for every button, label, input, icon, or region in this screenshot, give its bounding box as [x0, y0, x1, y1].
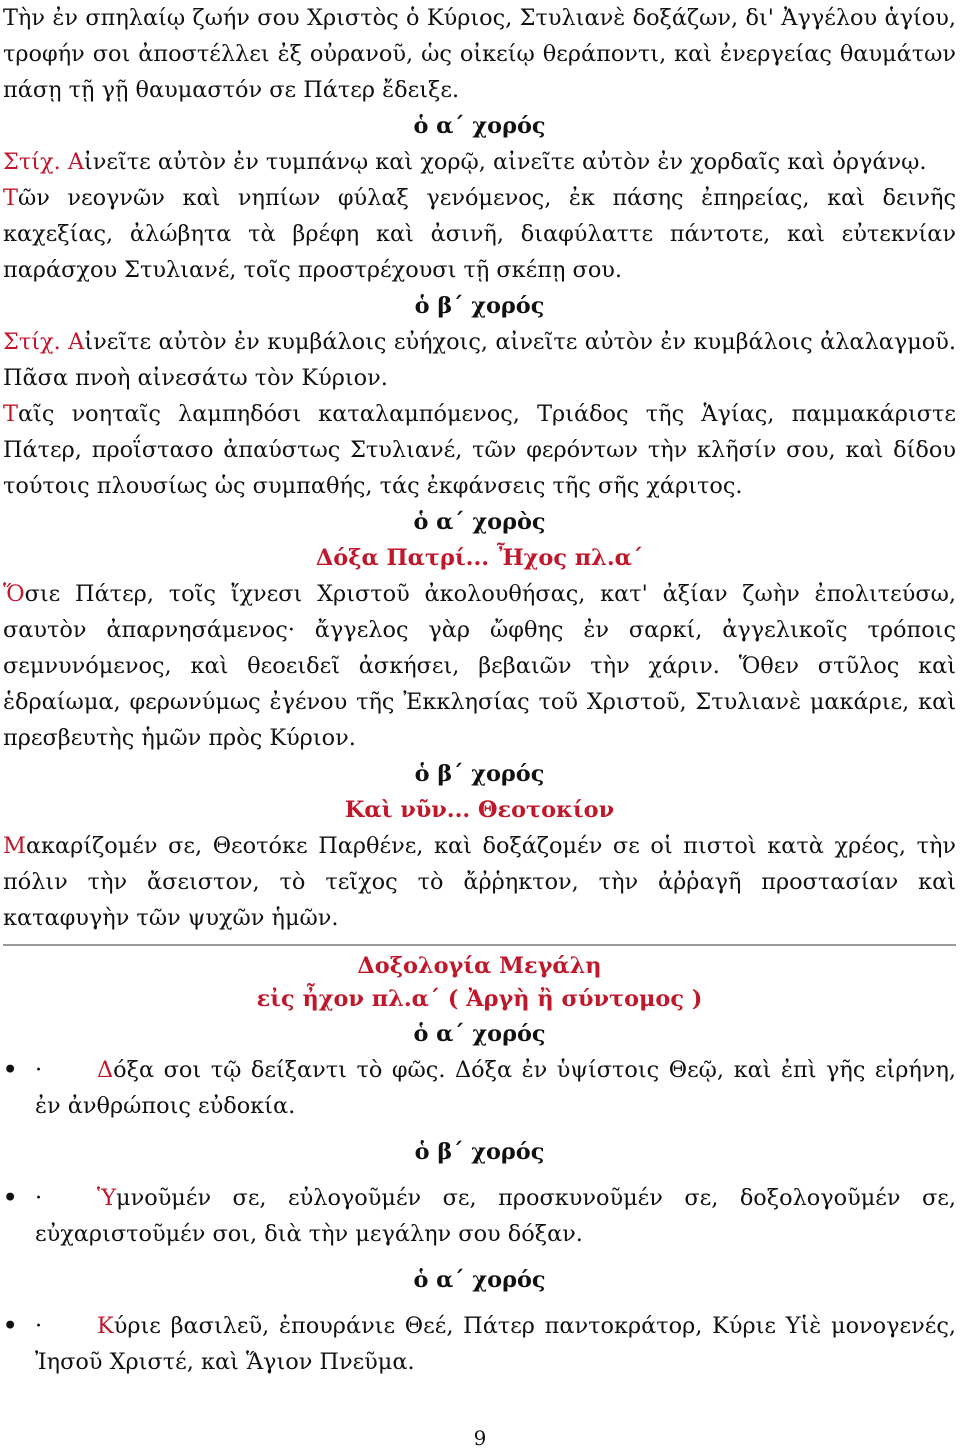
paragraph-text: ακαρίζομέν σε, Θεοτόκε Παρθένε, καὶ δοξάζομέν σε οἱ πιστοὶ κατὰ χρέος, τὴν πόλιν τὴν ἄσειστον, τὸ τεῖχος τὸ ἄῤῥηκτον, τὴν ἀῤῥαγῆ προστασίαν καὶ καταφυγὴν τῶν ψυχῶν ἡμῶν. — [3, 833, 956, 931]
paragraph-text: σιε Πάτερ, τοῖς ἴχνεσι Χριστοῦ ἀκολουθήσας, κατ' ἀξίαν ζωὴν ἐπολιτεύσω, σαυτὸν ἀπαρνησάμενος· ἄγγελος γὰρ ὤφθης ἐν σαρκί, ἀγγελικοῖς τρόποις σεμνυνόμενος, καὶ θεοειδεῖ ἀσκήσει, βεβαιῶν τὴν χάριν. Ὅθεν στῦλος καὶ ἑδραίωμα, φερωνύμως ἐγένου τῆς Ἐκκλησίας τοῦ Χριστοῦ, Στυλιανὲ μακάριε, καὶ πρεσβευτὴς ἡμῶν πρὸς Κύριον. — [3, 581, 956, 751]
middle-dot: · — [35, 1313, 43, 1339]
verse-text: όξα σοι τῷ δείξαντι τὸ φῶς. Δόξα ἐν ὑψίστοις Θεῷ, καὶ ἐπὶ γῆς εἰρήνη, ἐν ἀνθρώποις εὐδοκία. — [35, 1057, 956, 1119]
section-divider — [3, 944, 956, 946]
verse-text: ύριε βασιλεῦ, ἐπουράνιε Θεέ, Πάτερ παντοκράτορ, Κύριε Υἱὲ μονογενές, Ἰησοῦ Χριστέ, καὶ Ἅγιον Πνεῦμα. — [35, 1313, 956, 1375]
paragraph-apolytikion — [3, 0, 956, 108]
paragraph-text: ῶν νεογνῶν καὶ νηπίων φύλαξ γενόμενος, ἐκ πάσης ἐπηρείας, καὶ δεινῆς καχεξίας, ἀλώβητα τὰ βρέφη καὶ ἀσινῆ, διαφύλαττε πάντοτε, καὶ εὐτεκνίαν παράσχου Στυλιανέ, τοῖς προστρέχουσι τῇ σκέπῃ σου. — [3, 185, 956, 283]
troparion-paragraph — [3, 396, 956, 504]
spacer — [3, 1298, 956, 1308]
bullet-dot-icon: • — [3, 1313, 18, 1339]
choir-label: ὁ β΄ χορός — [414, 1139, 545, 1165]
stichos-verse — [3, 144, 956, 180]
paragraph-text: Τὴν ἐν σπηλαίῳ ζωήν σου Χριστὸς ὁ Κύριος, Στυλιανὲ δοξάζων, δι' Ἀγγέλου ἁγίου, τροφήν σοι ἀποστέλλει ἐξ οὐρανοῦ, ὡς οἰκείῳ θεράποντι, καὶ ἐνεργείας θαυμάτων πάσῃ τῇ γῇ θαυμαστόν σε Πάτερ ἔδειξε. — [3, 5, 956, 103]
doxology-verse — [3, 1308, 956, 1380]
bullet-dot-icon: • — [3, 1185, 18, 1211]
doxology-subtitle: εἰς ἦχον πλ.α΄ ( Ἀργὴ ἢ σύντομος ) — [256, 986, 703, 1012]
choir-label: ὁ α΄ χορός — [413, 1021, 546, 1047]
drop-initial: Τ — [3, 401, 18, 427]
stichos-verse — [3, 324, 956, 396]
drop-initial: Ὅ — [3, 581, 25, 607]
page-number: 9 — [473, 1426, 487, 1450]
middle-dot: · — [35, 1057, 43, 1083]
stichos-text: ἰνεῖτε αὐτὸν ἐν κυμβάλοις εὐήχοις, αἰνεῖτε αὐτὸν ἐν κυμβάλοις ἀλαλαγμοῦ. Πᾶσα πνοὴ αἰνεσάτω τὸν Κύριον. — [3, 329, 956, 391]
spacer — [3, 1252, 956, 1262]
theotokion-heading: Καὶ νῦν... Θεοτοκίον — [344, 797, 615, 823]
drop-initial: Μ — [3, 833, 26, 859]
doxology-verse — [3, 1180, 956, 1252]
choir-label: ὁ β΄ χορός — [414, 761, 545, 787]
drop-initial: Α — [68, 329, 85, 355]
stichos-label: Στίχ. — [3, 329, 61, 355]
drop-initial: Ὑ — [97, 1185, 117, 1211]
choir-label: ὁ α΄ χορὸς — [413, 509, 546, 535]
drop-initial: Τ — [3, 185, 18, 211]
bullet-dot-icon: • — [3, 1057, 18, 1083]
choir-label: ὁ α΄ χορός — [413, 113, 546, 139]
spacer — [3, 1170, 956, 1180]
doxastikon-paragraph — [3, 576, 956, 756]
middle-dot: · — [35, 1185, 43, 1211]
spacer — [3, 1124, 956, 1134]
doxology-title: Δοξολογία Μεγάλη — [357, 953, 602, 979]
drop-initial: Κ — [97, 1313, 114, 1339]
troparion-paragraph — [3, 180, 956, 288]
theotokion-paragraph — [3, 828, 956, 936]
stichos-label: Στίχ. — [3, 149, 61, 175]
drop-initial: Α — [67, 149, 84, 175]
paragraph-text: αῖς νοηταῖς λαμπηδόσι καταλαμπόμενος, Τριάδος τῆς Ἁγίας, παμμακάριστε Πάτερ, προΐστασο ἀπαύστως Στυλιανέ, τῶν φερόντων τὴν κλῆσίν σου, καὶ δίδου τούτοις πλουσίως ὡς συμπαθής, τάς ἐκφάνσεις τῆς σῆς χάριτος. — [3, 401, 956, 499]
choir-label: ὁ β΄ χορός — [414, 293, 545, 319]
doxa-heading: Δόξα Πατρί... Ἦχος πλ.α΄ — [315, 545, 644, 571]
verse-text: μνοῦμέν σε, εὐλογοῦμέν σε, προσκυνοῦμέν σε, δοξολογοῦμέν σε, εὐχαριστοῦμέν σοι, διὰ τὴν μεγάλην σου δόξαν. — [35, 1185, 956, 1247]
choir-label: ὁ α΄ χορός — [413, 1267, 546, 1293]
stichos-text: ἰνεῖτε αὐτὸν ἐν τυμπάνῳ καὶ χορῷ, αἰνεῖτε αὐτὸν ἐν χορδαῖς καὶ ὀργάνῳ. — [83, 149, 927, 175]
drop-initial: Δ — [97, 1057, 114, 1083]
doxology-verse — [3, 1052, 956, 1124]
